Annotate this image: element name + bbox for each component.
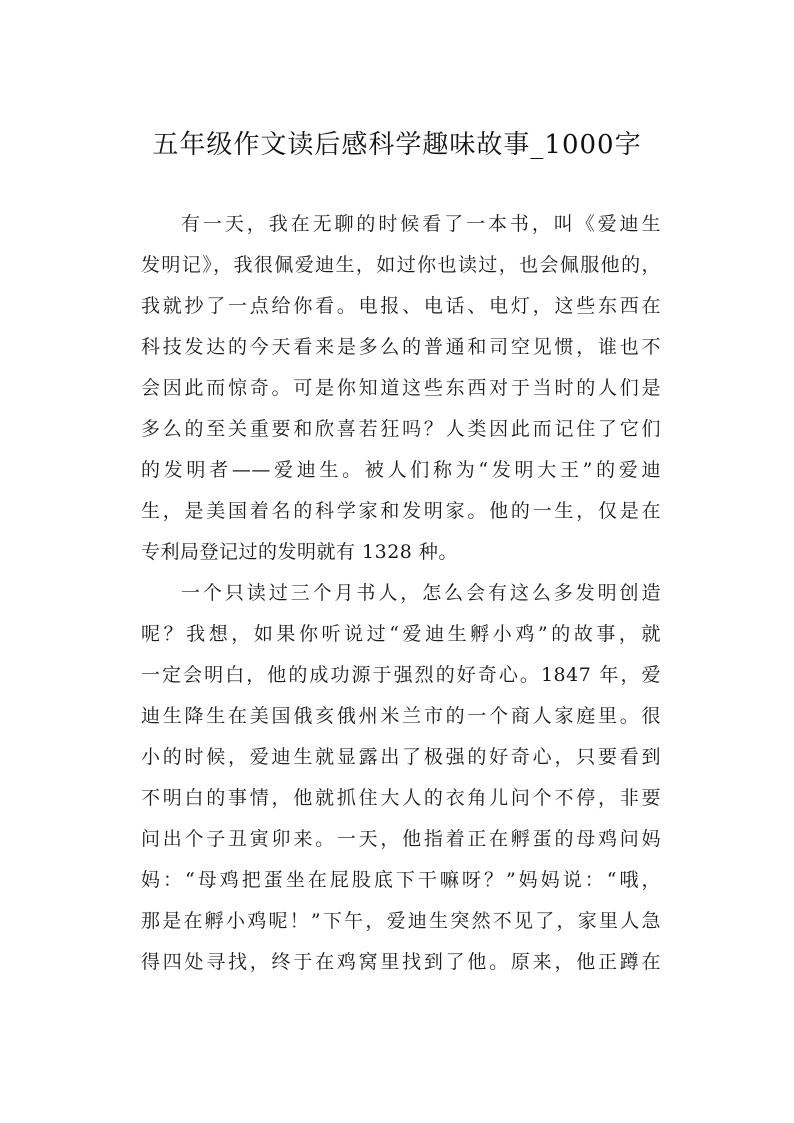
text-line: 迪生降生在美国俄亥俄州米兰市的一个商人家庭里。很 <box>141 705 661 727</box>
text-line: 呢？我想，如果你听说过“爱迪生孵小鸡”的故事，就 <box>141 623 661 645</box>
text-line: 我就抄了一点给你看。电报、电话、电灯，这些东西在 <box>141 295 661 317</box>
text-line: 多么的至关重要和欣喜若狂吗？人类因此而记住了它们 <box>141 418 661 440</box>
paragraph-2 <box>141 573 661 983</box>
text-line: 科技发达的今天看来是多么的普通和司空见惯，谁也不 <box>141 336 661 358</box>
text-line: 那是在孵小鸡呢！”下午，爱迪生突然不见了，家里人急 <box>141 910 661 932</box>
text-line: 有一天，我在无聊的时候看了一本书，叫《爱迪生 <box>181 213 661 235</box>
document-title: 五年级作文读后感科学趣味故事_1000字 <box>152 130 642 161</box>
text-line: 一定会明白，他的成功源于强烈的好奇心。1847 年，爱 <box>141 664 661 686</box>
paragraph-1 <box>141 204 661 573</box>
text-line: 会因此而惊奇。可是你知道这些东西对于当时的人们是 <box>141 377 661 399</box>
text-line: 问出个子丑寅卯来。一天，他指着正在孵蛋的母鸡问妈 <box>141 828 661 850</box>
document-body <box>141 204 661 983</box>
text-line: 不明白的事情，他就抓住大人的衣角儿问个不停，非要 <box>141 787 661 809</box>
text-line: 发明记》，我很佩爱迪生，如过你也读过，也会佩服他的， <box>141 254 661 276</box>
text-line: 生，是美国着名的科学家和发明家。他的一生，仅是在 <box>141 500 661 522</box>
text-line: 一个只读过三个月书人，怎么会有这么多发明创造 <box>181 582 661 604</box>
text-line: 小的时候，爱迪生就显露出了极强的好奇心，只要看到 <box>141 746 661 768</box>
text-line: 得四处寻找，终于在鸡窝里找到了他。原来，他正蹲在 <box>141 951 661 973</box>
text-line: 专利局登记过的发明就有 1328 种。 <box>141 541 458 563</box>
text-line: 妈：“母鸡把蛋坐在屁股底下干嘛呀？”妈妈说：“哦， <box>141 869 661 891</box>
text-line: 的发明者——爱迪生。被人们称为“发明大王”的爱迪 <box>141 459 661 481</box>
